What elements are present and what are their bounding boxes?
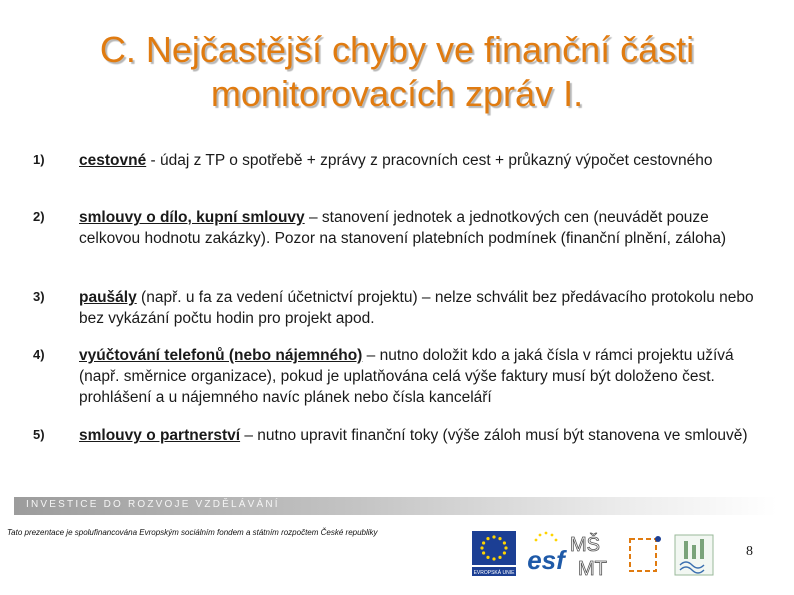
msmt-logo: [570, 533, 607, 580]
item-text: [79, 345, 769, 408]
item-number: 1): [33, 152, 45, 167]
page-title: [0, 28, 794, 116]
esf-label: esf: [527, 545, 565, 575]
title-line-1: C. Nejčastější chyby ve finanční části: [99, 29, 695, 70]
page-number: 8: [746, 544, 753, 559]
title-line-2: monitorovacích zpráv I.: [210, 73, 584, 114]
item-number: 3): [33, 289, 45, 304]
region-logo: [675, 535, 713, 575]
item-keyword: paušály: [79, 289, 137, 306]
item-text: [79, 207, 769, 249]
eu-flag-logo: [472, 531, 516, 576]
item-keyword: smlouvy o partnerství: [79, 427, 241, 444]
item-number: 4): [33, 347, 45, 362]
item-text: [79, 425, 769, 446]
item-description: – nutno upravit finanční toky (výše záloh musí být stanovena ve smlouvě): [240, 427, 748, 444]
investment-banner: [14, 497, 777, 515]
item-keyword: vyúčtování telefonů (nebo nájemného): [79, 347, 363, 364]
banner-text: INVESTICE DO ROZVOJE VZDĚLÁVÁNÍ: [26, 499, 280, 510]
item-description: (např. u fa za vedení účetnictví projektu) – nelze schválit bez předávacího protokolu nebo bez vykázání počtu hodin pro projekt apod.: [79, 289, 754, 327]
item-description: - údaj z TP o spotřebě + zprávy z pracovních cest + průkazný výpočet cestovného: [146, 152, 713, 169]
msmt-label-bottom: MT: [578, 558, 607, 580]
item-number: 5): [33, 427, 45, 442]
item-number: 2): [33, 209, 45, 224]
item-text: [79, 287, 769, 329]
item-description: – nutno doložit kdo a jaká čísla v rámci projektu užívá (např. směrnice organizace), pokud je uplatňována celá výše faktury musí být doloženo čest. prohlášení a u nájemného navíc plánek nebo čísla kanceláří: [79, 347, 734, 406]
item-keyword: smlouvy o dílo, kupní smlouvy: [79, 209, 305, 226]
esf-logo: [527, 532, 567, 575]
cofinancing-note: Tato prezentace je spolufinancována Evropským sociálním fondem a státním rozpočtem České republiky: [7, 528, 378, 537]
op-logo: [630, 536, 661, 571]
item-description: – stanovení jednotek a jednotkových cen (neuvádět pouze celkovou hodnotu zakázky). Pozor na stanovení platebních podmínek (finanční plnění, záloha): [79, 209, 727, 247]
item-keyword: cestovné: [79, 152, 147, 169]
eu-label: EVROPSKÁ UNIE: [473, 570, 515, 576]
logo-strip: [470, 525, 720, 581]
item-text: [79, 150, 769, 171]
msmt-label-top: MŠ: [570, 534, 600, 556]
